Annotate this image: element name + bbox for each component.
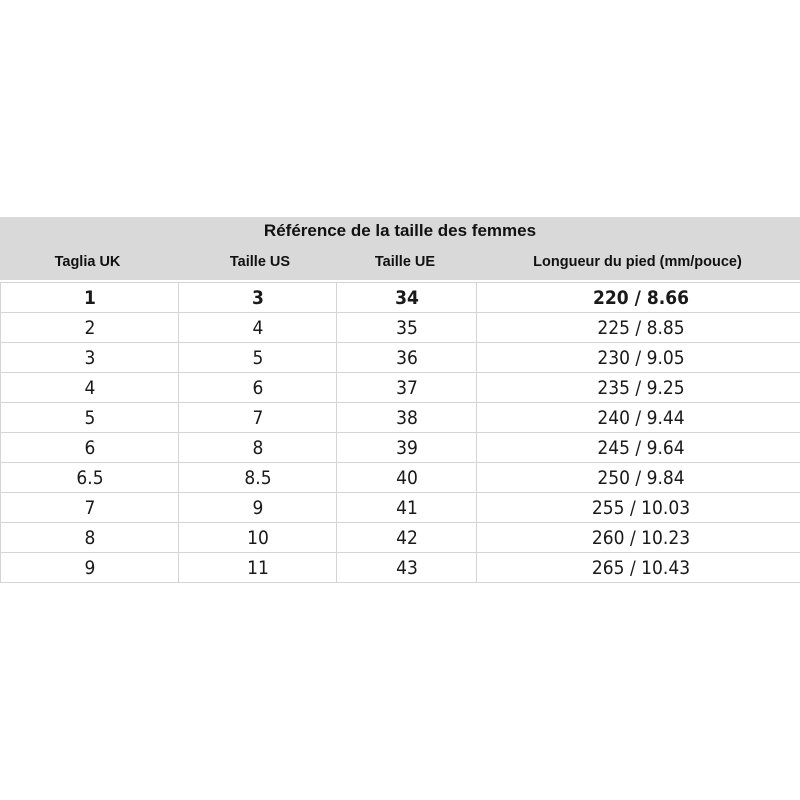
cell-uk: 8	[9, 523, 169, 553]
cell-eu: 42	[344, 523, 470, 553]
column-header-foot-length: Longueur du pied (mm/pouce)	[533, 254, 742, 270]
cell-eu: 41	[344, 493, 470, 523]
cell-uk: 6	[9, 433, 169, 463]
cell-foot-length: 235 / 9.25	[493, 373, 788, 403]
cell-us: 11	[186, 553, 328, 583]
table-row	[1, 493, 800, 523]
table-row	[1, 313, 800, 343]
cell-us: 8	[186, 433, 328, 463]
cell-us: 5	[186, 343, 328, 373]
cell-eu: 37	[344, 373, 470, 403]
cell-eu: 40	[344, 463, 470, 493]
table-row	[1, 373, 800, 403]
cell-us: 10	[186, 523, 328, 553]
cell-foot-length: 260 / 10.23	[493, 523, 788, 553]
cell-uk: 6.5	[9, 463, 169, 493]
table-header	[0, 217, 800, 280]
column-header-uk: Taglia UK	[54, 254, 121, 270]
cell-us: 7	[186, 403, 328, 433]
cell-foot-length: 240 / 9.44	[493, 403, 788, 433]
cell-foot-length: 220 / 8.66	[493, 283, 788, 313]
column-header-us: Taille US	[229, 254, 291, 270]
cell-us: 6	[186, 373, 328, 403]
cell-us: 3	[186, 283, 328, 313]
cell-foot-length: 255 / 10.03	[493, 493, 788, 523]
size-chart	[0, 217, 800, 583]
cell-uk: 1	[9, 283, 169, 313]
table-row	[1, 343, 800, 373]
cell-us: 4	[186, 313, 328, 343]
cell-foot-length: 265 / 10.43	[493, 553, 788, 583]
cell-eu: 39	[344, 433, 470, 463]
column-header-eu: Taille UE	[374, 254, 436, 270]
cell-foot-length: 245 / 9.64	[493, 433, 788, 463]
size-table	[0, 282, 800, 583]
table-row	[1, 523, 800, 553]
cell-eu: 36	[344, 343, 470, 373]
cell-us: 8.5	[186, 463, 328, 493]
table-title: Référence de la taille des femmes	[263, 221, 537, 240]
table-row	[1, 553, 800, 583]
table-row	[1, 433, 800, 463]
cell-eu: 43	[344, 553, 470, 583]
table-row	[1, 463, 800, 493]
table-body	[1, 283, 800, 583]
cell-us: 9	[186, 493, 328, 523]
table-row	[1, 403, 800, 433]
table-row	[1, 283, 800, 313]
cell-foot-length: 225 / 8.85	[493, 313, 788, 343]
cell-eu: 35	[344, 313, 470, 343]
cell-uk: 9	[9, 553, 169, 583]
cell-uk: 2	[9, 313, 169, 343]
cell-uk: 5	[9, 403, 169, 433]
cell-uk: 4	[9, 373, 169, 403]
cell-eu: 38	[344, 403, 470, 433]
cell-foot-length: 230 / 9.05	[493, 343, 788, 373]
cell-foot-length: 250 / 9.84	[493, 463, 788, 493]
cell-uk: 3	[9, 343, 169, 373]
cell-uk: 7	[9, 493, 169, 523]
cell-eu: 34	[344, 283, 470, 313]
